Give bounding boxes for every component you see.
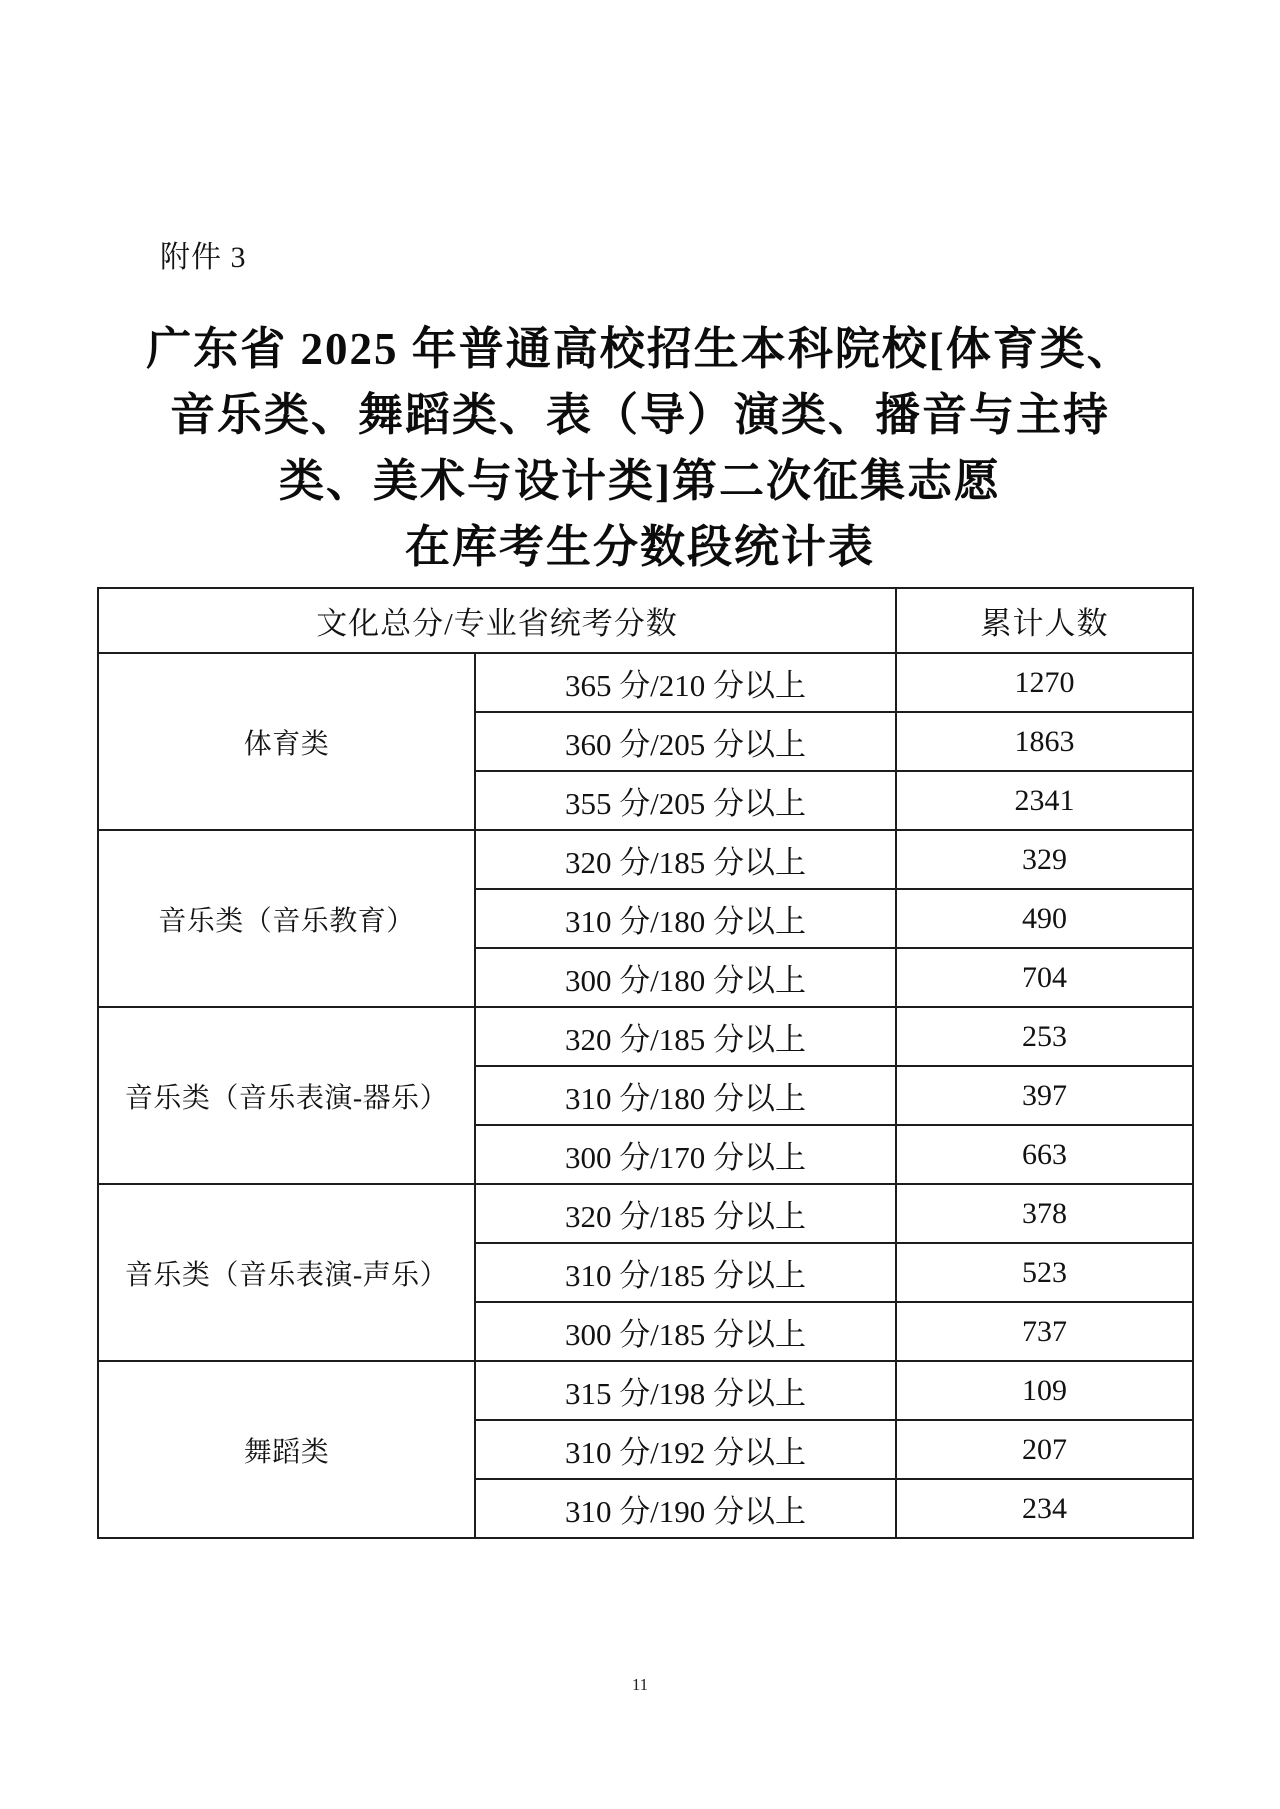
score-cell: 300 分/185 分以上 xyxy=(475,1302,896,1361)
score-cell: 310 分/180 分以上 xyxy=(475,889,896,948)
score-cell: 320 分/185 分以上 xyxy=(475,1007,896,1066)
count-cell: 704 xyxy=(896,948,1193,1007)
count-cell: 109 xyxy=(896,1361,1193,1420)
score-cell: 360 分/205 分以上 xyxy=(475,712,896,771)
table-header-row xyxy=(98,588,1193,653)
table-row xyxy=(98,830,1193,889)
score-cell: 310 分/185 分以上 xyxy=(475,1243,896,1302)
category-cell: 音乐类（音乐教育） xyxy=(98,830,475,1007)
category-cell: 音乐类（音乐表演-器乐） xyxy=(98,1007,475,1184)
count-cell: 234 xyxy=(896,1479,1193,1538)
count-cell: 737 xyxy=(896,1302,1193,1361)
score-cell: 355 分/205 分以上 xyxy=(475,771,896,830)
count-cell: 1270 xyxy=(896,653,1193,712)
table-row xyxy=(98,1007,1193,1066)
title-line-4: 在库考生分数段统计表 xyxy=(404,522,875,572)
score-cell: 300 分/180 分以上 xyxy=(475,948,896,1007)
title-line-1: 广东省 2025 年普通高校招生本科院校[体育类、 xyxy=(146,324,1134,374)
count-cell: 490 xyxy=(896,889,1193,948)
count-cell: 523 xyxy=(896,1243,1193,1302)
count-cell: 397 xyxy=(896,1066,1193,1125)
category-cell: 音乐类（音乐表演-声乐） xyxy=(98,1184,475,1361)
score-cell: 320 分/185 分以上 xyxy=(475,1184,896,1243)
header-score-column: 文化总分/专业省统考分数 xyxy=(98,588,896,653)
score-cell: 365 分/210 分以上 xyxy=(475,653,896,712)
count-cell: 2341 xyxy=(896,771,1193,830)
table-row xyxy=(98,1361,1193,1420)
document-title xyxy=(0,316,1280,580)
count-cell: 1863 xyxy=(896,712,1193,771)
category-cell: 舞蹈类 xyxy=(98,1361,475,1538)
count-cell: 378 xyxy=(896,1184,1193,1243)
score-cell: 310 分/180 分以上 xyxy=(475,1066,896,1125)
table-row xyxy=(98,653,1193,712)
page-number: 11 xyxy=(631,1675,649,1694)
header-count-column: 累计人数 xyxy=(896,588,1193,653)
score-cell: 300 分/170 分以上 xyxy=(475,1125,896,1184)
score-cell: 310 分/190 分以上 xyxy=(475,1479,896,1538)
score-statistics-table xyxy=(97,587,1194,1539)
count-cell: 253 xyxy=(896,1007,1193,1066)
title-line-2: 音乐类、舞蹈类、表（导）演类、播音与主持 xyxy=(169,390,1110,440)
title-line-3: 类、美术与设计类]第二次征集志愿 xyxy=(279,456,1001,506)
count-cell: 663 xyxy=(896,1125,1193,1184)
score-cell: 315 分/198 分以上 xyxy=(475,1361,896,1420)
score-cell: 310 分/192 分以上 xyxy=(475,1420,896,1479)
category-cell: 体育类 xyxy=(98,653,475,830)
count-cell: 329 xyxy=(896,830,1193,889)
score-cell: 320 分/185 分以上 xyxy=(475,830,896,889)
table-row xyxy=(98,1184,1193,1243)
count-cell: 207 xyxy=(896,1420,1193,1479)
attachment-label: 附件 3 xyxy=(160,241,247,274)
